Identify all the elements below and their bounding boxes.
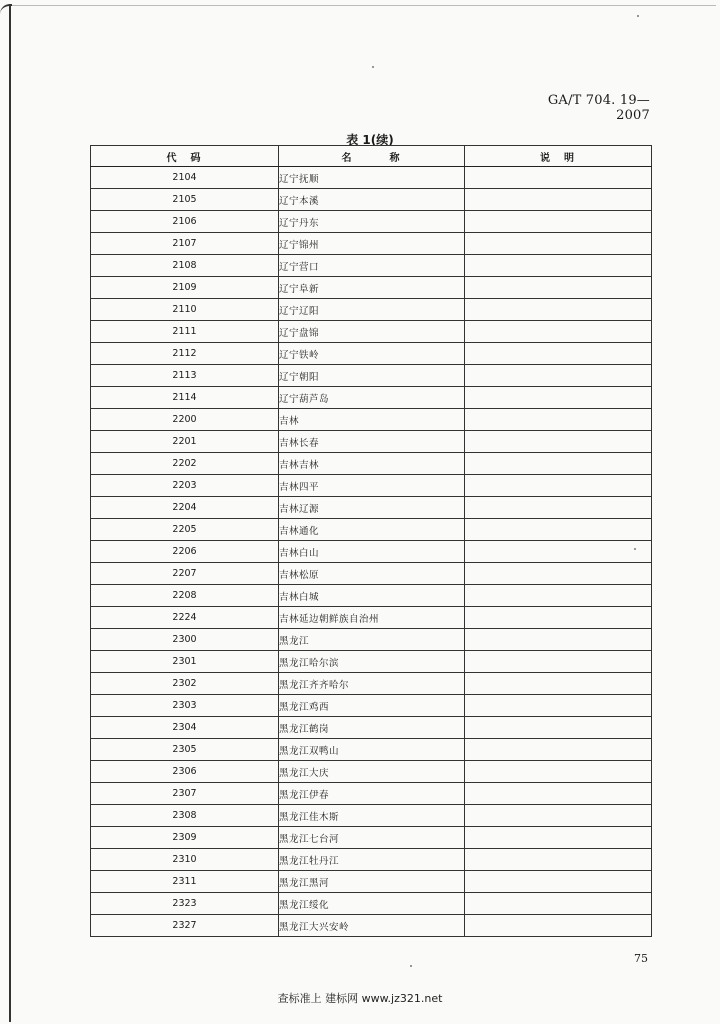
table-row: [91, 607, 652, 629]
code-cell: 2106: [91, 211, 279, 233]
name-cell: 辽宁阜新: [279, 277, 465, 299]
name-cell: 吉林吉林: [279, 453, 465, 475]
name-cell: 黑龙江伊春: [279, 783, 465, 805]
code-cell: 2204: [91, 497, 279, 519]
code-cell: 2202: [91, 453, 279, 475]
name-cell: 吉林四平: [279, 475, 465, 497]
column-header-code: 代 码: [91, 146, 279, 167]
table-row: [91, 299, 652, 321]
code-cell: 2107: [91, 233, 279, 255]
code-cell: 2113: [91, 365, 279, 387]
note-cell: [465, 453, 652, 475]
code-cell: 2304: [91, 717, 279, 739]
note-cell: [465, 585, 652, 607]
code-cell: 2201: [91, 431, 279, 453]
code-table: [90, 145, 652, 937]
scan-speck: [372, 66, 374, 68]
table-header: [91, 146, 652, 167]
note-cell: [465, 409, 652, 431]
table-row: [91, 871, 652, 893]
name-cell: 辽宁营口: [279, 255, 465, 277]
code-cell: 2311: [91, 871, 279, 893]
name-cell: 黑龙江牡丹江: [279, 849, 465, 871]
column-header-note: 说 明: [465, 146, 652, 167]
table-row: [91, 563, 652, 585]
table-row: [91, 475, 652, 497]
code-cell: 2306: [91, 761, 279, 783]
table-row: [91, 453, 652, 475]
table-row: [91, 893, 652, 915]
code-cell: 2308: [91, 805, 279, 827]
name-cell: 辽宁朝阳: [279, 365, 465, 387]
name-cell: 辽宁葫芦岛: [279, 387, 465, 409]
note-cell: [465, 519, 652, 541]
name-cell: 黑龙江: [279, 629, 465, 651]
scan-speck: [634, 548, 636, 550]
name-cell: 黑龙江鸡西: [279, 695, 465, 717]
table-row: [91, 651, 652, 673]
note-cell: [465, 629, 652, 651]
note-cell: [465, 673, 652, 695]
table-row: [91, 211, 652, 233]
name-cell: 黑龙江绥化: [279, 893, 465, 915]
name-cell: 吉林通化: [279, 519, 465, 541]
code-cell: 2110: [91, 299, 279, 321]
name-cell: 吉林: [279, 409, 465, 431]
name-cell: 吉林白山: [279, 541, 465, 563]
name-cell: 吉林延边朝鲜族自治州: [279, 607, 465, 629]
note-cell: [465, 387, 652, 409]
table-row: [91, 409, 652, 431]
name-cell: 吉林长春: [279, 431, 465, 453]
table-row: [91, 233, 652, 255]
table-row: [91, 827, 652, 849]
code-cell: 2208: [91, 585, 279, 607]
standard-number: GA/T 704. 19—2007: [547, 93, 650, 123]
name-cell: 黑龙江齐齐哈尔: [279, 673, 465, 695]
table-row: [91, 365, 652, 387]
table-row: [91, 321, 652, 343]
code-cell: 2206: [91, 541, 279, 563]
note-cell: [465, 255, 652, 277]
table-row: [91, 431, 652, 453]
table-row: [91, 805, 652, 827]
code-cell: 2203: [91, 475, 279, 497]
name-cell: 吉林松原: [279, 563, 465, 585]
note-cell: [465, 475, 652, 497]
name-cell: 辽宁抚顺: [279, 167, 465, 189]
note-cell: [465, 607, 652, 629]
column-header-name: 名 称: [279, 146, 465, 167]
name-cell: 辽宁丹东: [279, 211, 465, 233]
scan-binding-edge: [0, 0, 14, 1024]
code-cell: 2109: [91, 277, 279, 299]
table-caption: 表 1(续): [346, 133, 394, 147]
name-cell: 辽宁锦州: [279, 233, 465, 255]
watermark-footer: 查标准上 建标网 www.jz321.net: [277, 992, 443, 1005]
code-cell: 2114: [91, 387, 279, 409]
note-cell: [465, 365, 652, 387]
name-cell: 吉林白城: [279, 585, 465, 607]
note-cell: [465, 563, 652, 585]
note-cell: [465, 233, 652, 255]
name-cell: 吉林辽源: [279, 497, 465, 519]
table-row: [91, 255, 652, 277]
note-cell: [465, 167, 652, 189]
name-cell: 黑龙江大兴安岭: [279, 915, 465, 937]
code-cell: 2303: [91, 695, 279, 717]
table-row: [91, 673, 652, 695]
scan-speck: [410, 965, 412, 967]
name-cell: 辽宁盘锦: [279, 321, 465, 343]
code-cell: 2310: [91, 849, 279, 871]
note-cell: [465, 695, 652, 717]
table-row: [91, 717, 652, 739]
note-cell: [465, 893, 652, 915]
note-cell: [465, 497, 652, 519]
table-row: [91, 739, 652, 761]
note-cell: [465, 805, 652, 827]
note-cell: [465, 739, 652, 761]
table-row: [91, 189, 652, 211]
note-cell: [465, 211, 652, 233]
name-cell: 黑龙江双鸭山: [279, 739, 465, 761]
table-row: [91, 519, 652, 541]
code-cell: 2327: [91, 915, 279, 937]
table-row: [91, 167, 652, 189]
name-cell: 辽宁辽阳: [279, 299, 465, 321]
name-cell: 辽宁铁岭: [279, 343, 465, 365]
code-cell: 2309: [91, 827, 279, 849]
name-cell: 黑龙江鹤岗: [279, 717, 465, 739]
code-cell: 2323: [91, 893, 279, 915]
note-cell: [465, 541, 652, 563]
table-row: [91, 915, 652, 937]
table-row: [91, 277, 652, 299]
table-row: [91, 849, 652, 871]
table-row: [91, 783, 652, 805]
name-cell: 黑龙江佳木斯: [279, 805, 465, 827]
scan-speck: [637, 15, 639, 17]
table-row: [91, 761, 652, 783]
code-cell: 2104: [91, 167, 279, 189]
code-cell: 2205: [91, 519, 279, 541]
note-cell: [465, 343, 652, 365]
code-cell: 2301: [91, 651, 279, 673]
table-row: [91, 497, 652, 519]
code-cell: 2300: [91, 629, 279, 651]
table-row: [91, 585, 652, 607]
code-cell: 2105: [91, 189, 279, 211]
note-cell: [465, 321, 652, 343]
name-cell: 黑龙江哈尔滨: [279, 651, 465, 673]
name-cell: 黑龙江大庆: [279, 761, 465, 783]
code-cell: 2112: [91, 343, 279, 365]
code-cell: 2302: [91, 673, 279, 695]
note-cell: [465, 299, 652, 321]
table-row: [91, 629, 652, 651]
note-cell: [465, 717, 652, 739]
scan-top-border: [6, 5, 716, 6]
note-cell: [465, 651, 652, 673]
note-cell: [465, 915, 652, 937]
code-cell: 2108: [91, 255, 279, 277]
code-cell: 2207: [91, 563, 279, 585]
note-cell: [465, 849, 652, 871]
table-row: [91, 695, 652, 717]
code-cell: 2111: [91, 321, 279, 343]
note-cell: [465, 277, 652, 299]
note-cell: [465, 189, 652, 211]
name-cell: 辽宁本溪: [279, 189, 465, 211]
code-cell: 2224: [91, 607, 279, 629]
note-cell: [465, 827, 652, 849]
name-cell: 黑龙江黑河: [279, 871, 465, 893]
name-cell: 黑龙江七台河: [279, 827, 465, 849]
code-cell: 2305: [91, 739, 279, 761]
page-number: 75: [634, 952, 648, 965]
note-cell: [465, 761, 652, 783]
table-body: [91, 167, 652, 937]
note-cell: [465, 783, 652, 805]
table-row: [91, 343, 652, 365]
note-cell: [465, 431, 652, 453]
code-cell: 2200: [91, 409, 279, 431]
table-row: [91, 387, 652, 409]
code-cell: 2307: [91, 783, 279, 805]
table-row: [91, 541, 652, 563]
note-cell: [465, 871, 652, 893]
